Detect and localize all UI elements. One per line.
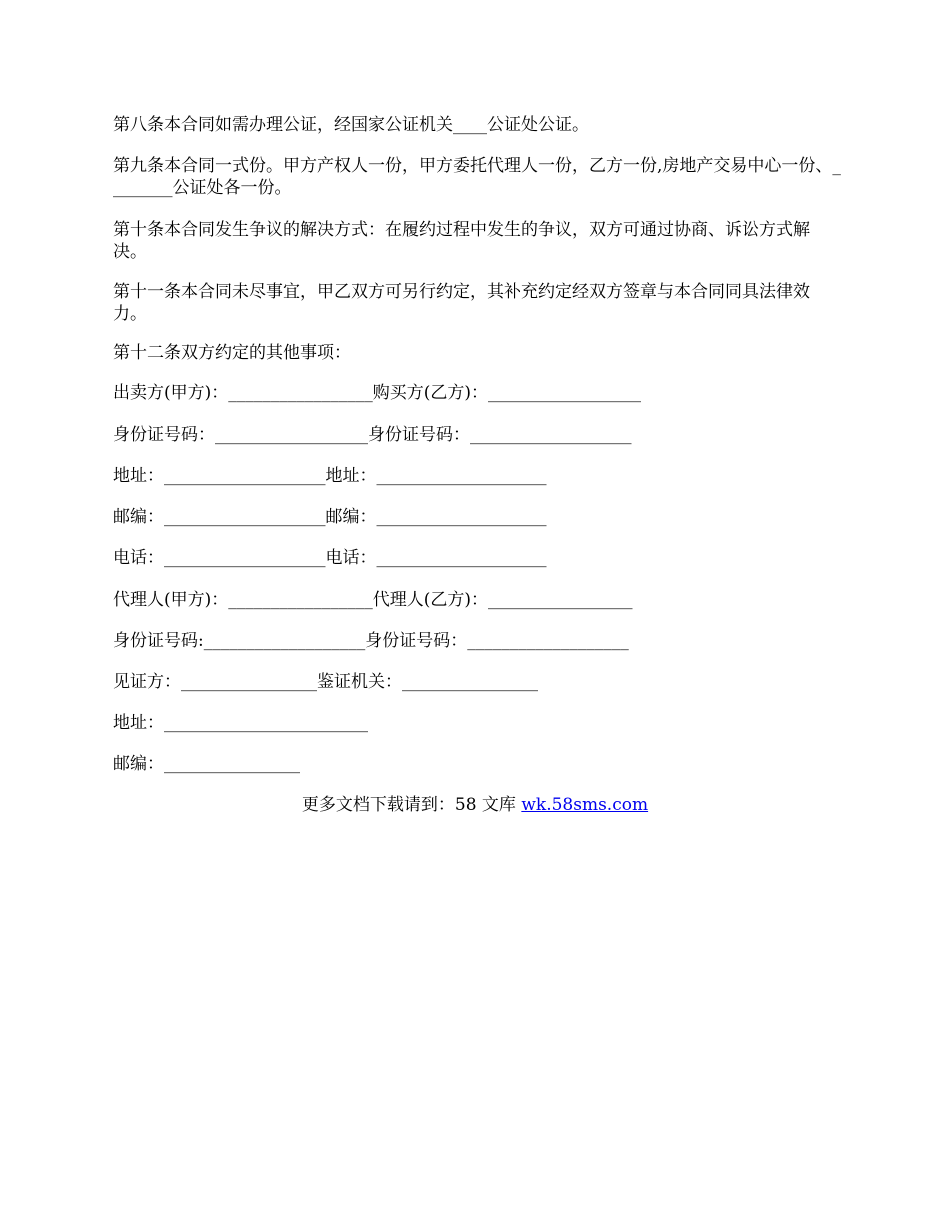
- id-number-line-2: 身份证号码:___________________身份证号码：___________________: [113, 631, 629, 651]
- postcode-line-1: 邮编：___________________邮编：____________________: [113, 507, 547, 527]
- address-line-1: 地址：___________________地址：____________________: [113, 466, 547, 486]
- footer: [0, 794, 950, 816]
- footer-text: 更多文档下载请到：58 文库: [301, 795, 522, 815]
- clause-11: 第十一条本合同未尽事宜，甲乙双方可另行约定，其补充约定经双方签章与本合同同具法律效力。: [113, 282, 810, 324]
- witness-line: 见证方：________________鉴证机关：________________: [113, 672, 538, 692]
- clause-12: 第十二条双方约定的其他事项：: [113, 343, 351, 363]
- footer-link[interactable]: wk.58sms.com: [521, 795, 649, 815]
- postcode-line-2: 邮编：________________: [113, 754, 300, 774]
- seller-buyer-line: 出卖方(甲方)：_________________购买方(乙方)：__________________: [113, 383, 642, 403]
- phone-line: 电话：___________________电话：____________________: [113, 548, 547, 568]
- clause-8: 第八条本合同如需办理公证，经国家公证机关____公证处公证。: [113, 115, 589, 135]
- agents-line: 代理人(甲方)：_________________代理人(乙方)：_________________: [113, 590, 633, 610]
- address-line-2: 地址：________________________: [113, 713, 368, 733]
- clause-9: 第九条本合同一式份。甲方产权人一份，甲方委托代理人一份，乙方一份,房地产交易中心一份、________公证处各一份。: [113, 156, 841, 198]
- id-number-line-1: 身份证号码：__________________身份证号码：___________________: [113, 425, 632, 445]
- clause-10: 第十条本合同发生争议的解决方式：在履约过程中发生的争议，双方可通过协商、诉讼方式解决。: [113, 220, 810, 262]
